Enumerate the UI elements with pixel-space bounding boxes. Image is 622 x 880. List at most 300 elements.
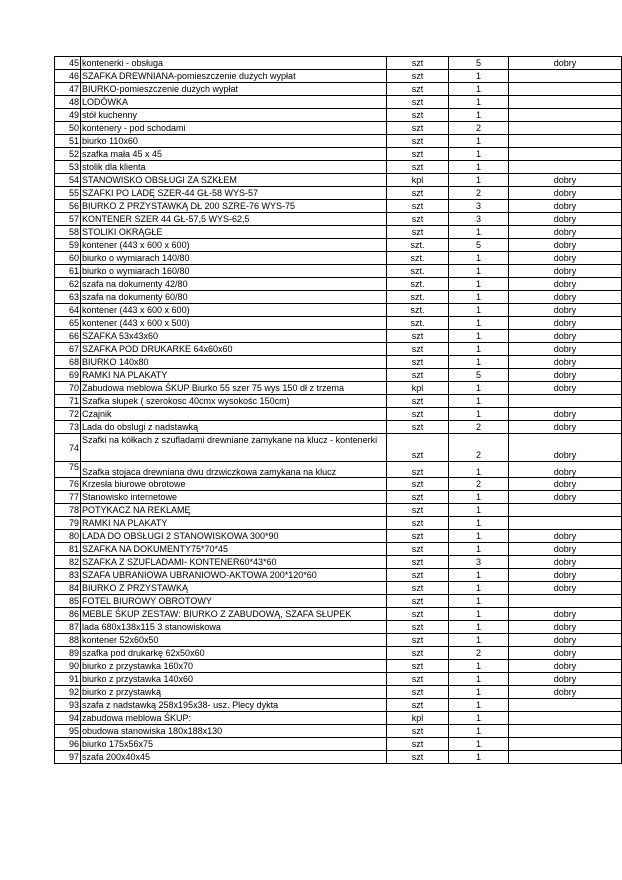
condition-cell: dobry (509, 462, 622, 478)
quantity-cell: 3 (449, 556, 509, 569)
table-row (55, 226, 622, 239)
table-row (55, 83, 622, 96)
item-name: Stanowisko internetowe (81, 491, 387, 504)
unit-cell: szt (387, 161, 449, 174)
table-row (55, 712, 622, 725)
condition-cell: dobry (509, 330, 622, 343)
item-name: MEBLE ŚKUP ZESTAW: BIURKO Z ZABUDOWĄ, SZAFA SŁUPEK (81, 608, 387, 621)
row-number: 78 (55, 504, 81, 517)
table-row (55, 356, 622, 369)
row-number: 76 (55, 478, 81, 491)
unit-cell: szt (387, 751, 449, 764)
item-name: LADA DO OBSŁUGI 2 STANOWISKOWA 300*90 (81, 530, 387, 543)
condition-cell: dobry (509, 291, 622, 304)
unit-cell: szt (387, 634, 449, 647)
quantity-cell: 2 (449, 434, 509, 462)
condition-cell: dobry (509, 408, 622, 421)
table-row (55, 686, 622, 699)
quantity-cell: 1 (449, 382, 509, 395)
unit-cell: szt (387, 699, 449, 712)
item-name: kontener (443 x 600 x 600) (81, 239, 387, 252)
table-row (55, 608, 622, 621)
table-row (55, 434, 622, 462)
item-name: szafka mała 45 x 45 (81, 148, 387, 161)
item-name: BIURKO 140x80 (81, 356, 387, 369)
quantity-cell: 1 (449, 569, 509, 582)
unit-cell: kpl (387, 382, 449, 395)
table-row (55, 569, 622, 582)
condition-cell: dobry (509, 369, 622, 382)
unit-cell: szt (387, 356, 449, 369)
condition-cell (509, 83, 622, 96)
table-row (55, 647, 622, 660)
item-name: szafa na dokumenty 60/80 (81, 291, 387, 304)
item-name: Czajnik (81, 408, 387, 421)
table-row (55, 161, 622, 174)
quantity-cell: 5 (449, 239, 509, 252)
unit-cell: szt (387, 343, 449, 356)
row-number: 66 (55, 330, 81, 343)
quantity-cell: 1 (449, 621, 509, 634)
table-row (55, 543, 622, 556)
row-number: 86 (55, 608, 81, 621)
quantity-cell: 1 (449, 408, 509, 421)
condition-cell: dobry (509, 647, 622, 660)
table-row (55, 330, 622, 343)
quantity-cell: 1 (449, 265, 509, 278)
item-name: kontenerki - obsługa (81, 57, 387, 70)
inventory-table-body (55, 57, 622, 764)
table-row (55, 213, 622, 226)
condition-cell: dobry (509, 491, 622, 504)
unit-cell: szt (387, 83, 449, 96)
item-name: Szafki na kółkach z szufladami drewniane zamykane na klucz - kontenerki (81, 434, 387, 462)
unit-cell: szt. (387, 304, 449, 317)
table-row (55, 239, 622, 252)
row-number: 88 (55, 634, 81, 647)
quantity-cell: 1 (449, 96, 509, 109)
unit-cell: szt. (387, 291, 449, 304)
item-name: STANOWISKO OBSŁUGI ZA SZKŁEM (81, 174, 387, 187)
item-name: stół kuchenny (81, 109, 387, 122)
condition-cell: dobry (509, 356, 622, 369)
unit-cell: kpl (387, 712, 449, 725)
condition-cell: dobry (509, 478, 622, 491)
table-row (55, 699, 622, 712)
unit-cell: szt (387, 200, 449, 213)
quantity-cell: 1 (449, 686, 509, 699)
condition-cell: dobry (509, 530, 622, 543)
row-number: 95 (55, 725, 81, 738)
inventory-table (54, 56, 622, 764)
row-number: 54 (55, 174, 81, 187)
quantity-cell: 1 (449, 330, 509, 343)
item-name: BIURKO Z PRZYSTAWKĄ (81, 582, 387, 595)
row-number: 80 (55, 530, 81, 543)
unit-cell: szt. (387, 317, 449, 330)
quantity-cell: 1 (449, 135, 509, 148)
row-number: 89 (55, 647, 81, 660)
table-row (55, 304, 622, 317)
condition-cell (509, 712, 622, 725)
row-number: 97 (55, 751, 81, 764)
item-name: biurko o wymiarach 160/80 (81, 265, 387, 278)
row-number: 70 (55, 382, 81, 395)
condition-cell: dobry (509, 556, 622, 569)
table-row (55, 530, 622, 543)
row-number: 77 (55, 491, 81, 504)
quantity-cell: 1 (449, 543, 509, 556)
table-row (55, 634, 622, 647)
table-row (55, 660, 622, 673)
row-number: 94 (55, 712, 81, 725)
condition-cell (509, 699, 622, 712)
unit-cell: szt (387, 213, 449, 226)
condition-cell: dobry (509, 582, 622, 595)
item-name: kontener (443 x 600 x 600) (81, 304, 387, 317)
item-name: Krzesła biurowe obrotowe (81, 478, 387, 491)
quantity-cell: 1 (449, 462, 509, 478)
quantity-cell: 1 (449, 738, 509, 751)
unit-cell: szt (387, 647, 449, 660)
item-name: zabudowa meblowa ŚKUP: (81, 712, 387, 725)
unit-cell: szt (387, 543, 449, 556)
row-number: 73 (55, 421, 81, 434)
condition-cell (509, 148, 622, 161)
condition-cell: dobry (509, 382, 622, 395)
item-name: Lada do obslugi z nadstawką (81, 421, 387, 434)
item-name: stolik dla klienta (81, 161, 387, 174)
quantity-cell: 1 (449, 343, 509, 356)
item-name: obudowa stanowiska 180x188x130 (81, 725, 387, 738)
unit-cell: szt. (387, 252, 449, 265)
row-number: 91 (55, 673, 81, 686)
table-row (55, 187, 622, 200)
table-row (55, 278, 622, 291)
quantity-cell: 1 (449, 226, 509, 239)
quantity-cell: 1 (449, 725, 509, 738)
table-row (55, 556, 622, 569)
item-name: SZAFKI PO LADĘ SZER-44 GŁ-58 WYS-57 (81, 187, 387, 200)
condition-cell: dobry (509, 174, 622, 187)
quantity-cell: 1 (449, 595, 509, 608)
quantity-cell: 1 (449, 491, 509, 504)
unit-cell: szt (387, 504, 449, 517)
condition-cell: dobry (509, 421, 622, 434)
condition-cell: dobry (509, 660, 622, 673)
item-name: kontener (443 x 600 x 500) (81, 317, 387, 330)
item-name: kontenery - pod schodami (81, 122, 387, 135)
table-row (55, 70, 622, 83)
condition-cell: dobry (509, 278, 622, 291)
row-number: 96 (55, 738, 81, 751)
row-number: 56 (55, 200, 81, 213)
row-number: 61 (55, 265, 81, 278)
quantity-cell: 1 (449, 148, 509, 161)
row-number: 57 (55, 213, 81, 226)
quantity-cell: 1 (449, 109, 509, 122)
quantity-cell: 3 (449, 213, 509, 226)
unit-cell: szt (387, 530, 449, 543)
quantity-cell: 1 (449, 673, 509, 686)
quantity-cell: 1 (449, 161, 509, 174)
condition-cell: dobry (509, 569, 622, 582)
row-number: 75 (55, 462, 81, 478)
item-name: biurko z przystawka 140x60 (81, 673, 387, 686)
condition-cell: dobry (509, 608, 622, 621)
condition-cell (509, 517, 622, 530)
item-name: SZAFKA DREWNIANA-pomieszczenie dużych wypłat (81, 70, 387, 83)
table-row (55, 135, 622, 148)
table-row (55, 174, 622, 187)
condition-cell (509, 109, 622, 122)
condition-cell: dobry (509, 226, 622, 239)
condition-cell (509, 96, 622, 109)
unit-cell: szt (387, 462, 449, 478)
item-name: STOLIKI OKRĄGŁE (81, 226, 387, 239)
item-name: kontener 52x60x50 (81, 634, 387, 647)
table-row (55, 491, 622, 504)
quantity-cell: 1 (449, 174, 509, 187)
table-row (55, 462, 622, 478)
item-name: SZAFKA NA DOKUMENTY75*70*45 (81, 543, 387, 556)
row-number: 83 (55, 569, 81, 582)
row-number: 81 (55, 543, 81, 556)
row-number: 79 (55, 517, 81, 530)
table-row (55, 382, 622, 395)
quantity-cell: 1 (449, 83, 509, 96)
item-name: Szafka stojaca drewniana dwu drzwiczkowa zamykana na klucz (81, 462, 387, 478)
unit-cell: szt (387, 738, 449, 751)
condition-cell (509, 70, 622, 83)
row-number: 46 (55, 70, 81, 83)
table-row (55, 408, 622, 421)
row-number: 62 (55, 278, 81, 291)
quantity-cell: 2 (449, 187, 509, 200)
item-name: FOTEL BIUROWY OBROTOWY (81, 595, 387, 608)
condition-cell (509, 504, 622, 517)
table-row (55, 57, 622, 70)
item-name: SZAFA UBRANIOWA UBRANIOWO-AKTOWA 200*120*60 (81, 569, 387, 582)
unit-cell: szt (387, 148, 449, 161)
row-number: 58 (55, 226, 81, 239)
unit-cell: szt (387, 395, 449, 408)
quantity-cell: 1 (449, 660, 509, 673)
unit-cell: kpl (387, 174, 449, 187)
unit-cell: szt (387, 725, 449, 738)
condition-cell: dobry (509, 200, 622, 213)
condition-cell: dobry (509, 434, 622, 462)
quantity-cell: 1 (449, 517, 509, 530)
item-name: biurko o wymiarach 140/80 (81, 252, 387, 265)
row-number: 72 (55, 408, 81, 421)
row-number: 71 (55, 395, 81, 408)
quantity-cell: 1 (449, 252, 509, 265)
table-row (55, 673, 622, 686)
quantity-cell: 1 (449, 70, 509, 83)
unit-cell: szt (387, 122, 449, 135)
table-row (55, 343, 622, 356)
quantity-cell: 1 (449, 530, 509, 543)
table-row (55, 504, 622, 517)
row-number: 60 (55, 252, 81, 265)
table-row (55, 725, 622, 738)
condition-cell (509, 135, 622, 148)
condition-cell: dobry (509, 304, 622, 317)
table-row (55, 395, 622, 408)
quantity-cell: 1 (449, 291, 509, 304)
unit-cell: szt (387, 135, 449, 148)
row-number: 51 (55, 135, 81, 148)
unit-cell: szt (387, 421, 449, 434)
quantity-cell: 1 (449, 504, 509, 517)
quantity-cell: 1 (449, 582, 509, 595)
condition-cell: dobry (509, 634, 622, 647)
table-row (55, 738, 622, 751)
item-name: SZAFKA POD DRUKARKE 64x60x60 (81, 343, 387, 356)
condition-cell: dobry (509, 265, 622, 278)
table-row (55, 621, 622, 634)
row-number: 68 (55, 356, 81, 369)
unit-cell: szt. (387, 265, 449, 278)
row-number: 69 (55, 369, 81, 382)
table-row (55, 148, 622, 161)
table-row (55, 751, 622, 764)
item-name: SZAFKA Z SZUFLADAMI- KONTENER60*43*60 (81, 556, 387, 569)
item-name: szafa na dokumenty 42/80 (81, 278, 387, 291)
table-row (55, 595, 622, 608)
row-number: 85 (55, 595, 81, 608)
quantity-cell: 1 (449, 712, 509, 725)
condition-cell (509, 738, 622, 751)
quantity-cell: 1 (449, 751, 509, 764)
item-name: RAMKI NA PLAKATY (81, 517, 387, 530)
condition-cell: dobry (509, 343, 622, 356)
table-row (55, 421, 622, 434)
unit-cell: szt (387, 595, 449, 608)
condition-cell (509, 725, 622, 738)
unit-cell: szt (387, 491, 449, 504)
quantity-cell: 3 (449, 200, 509, 213)
unit-cell: szt (387, 369, 449, 382)
condition-cell: dobry (509, 686, 622, 699)
unit-cell: szt (387, 226, 449, 239)
quantity-cell: 2 (449, 421, 509, 434)
table-row (55, 122, 622, 135)
unit-cell: szt (387, 673, 449, 686)
condition-cell: dobry (509, 317, 622, 330)
item-name: biurko z przystawka 160x70 (81, 660, 387, 673)
unit-cell: szt (387, 408, 449, 421)
unit-cell: szt (387, 582, 449, 595)
item-name: biurko 110x60 (81, 135, 387, 148)
quantity-cell: 2 (449, 122, 509, 135)
row-number: 82 (55, 556, 81, 569)
unit-cell: szt (387, 621, 449, 634)
table-row (55, 109, 622, 122)
condition-cell (509, 751, 622, 764)
item-name: POTYKACZ NA REKLAMĘ (81, 504, 387, 517)
unit-cell: szt (387, 660, 449, 673)
condition-cell: dobry (509, 57, 622, 70)
unit-cell: szt (387, 57, 449, 70)
condition-cell (509, 122, 622, 135)
quantity-cell: 2 (449, 478, 509, 491)
row-number: 90 (55, 660, 81, 673)
unit-cell: szt (387, 187, 449, 200)
quantity-cell: 5 (449, 369, 509, 382)
row-number: 67 (55, 343, 81, 356)
condition-cell (509, 595, 622, 608)
row-number: 53 (55, 161, 81, 174)
unit-cell: szt (387, 96, 449, 109)
unit-cell: szt (387, 434, 449, 462)
item-name: szafka pod drukarkę 62x50x60 (81, 647, 387, 660)
unit-cell: szt (387, 70, 449, 83)
unit-cell: szt (387, 556, 449, 569)
quantity-cell: 1 (449, 395, 509, 408)
condition-cell: dobry (509, 543, 622, 556)
table-row (55, 369, 622, 382)
table-row (55, 291, 622, 304)
unit-cell: szt (387, 608, 449, 621)
item-name: RAMKI NA PLAKATY (81, 369, 387, 382)
item-name: BIURKO-pomieszczenie dużych wypłat (81, 83, 387, 96)
condition-cell: dobry (509, 673, 622, 686)
row-number: 55 (55, 187, 81, 200)
table-row (55, 582, 622, 595)
item-name: Szafka słupek ( szerokosc 40cmx wysokośc 150cm) (81, 395, 387, 408)
table-row (55, 200, 622, 213)
item-name: szafa z nadstawką 258x195x38- usz. Plecy dykta (81, 699, 387, 712)
item-name: BIURKO Z PRZYSTAWKĄ DŁ 200 SZRE-76 WYS-75 (81, 200, 387, 213)
table-row (55, 96, 622, 109)
condition-cell: dobry (509, 252, 622, 265)
row-number: 92 (55, 686, 81, 699)
row-number: 65 (55, 317, 81, 330)
row-number: 52 (55, 148, 81, 161)
item-name: LODÓWKA (81, 96, 387, 109)
unit-cell: szt (387, 686, 449, 699)
table-row (55, 252, 622, 265)
row-number: 64 (55, 304, 81, 317)
row-number: 48 (55, 96, 81, 109)
quantity-cell: 1 (449, 608, 509, 621)
row-number: 63 (55, 291, 81, 304)
quantity-cell: 1 (449, 699, 509, 712)
condition-cell (509, 395, 622, 408)
unit-cell: szt (387, 109, 449, 122)
unit-cell: szt (387, 330, 449, 343)
quantity-cell: 1 (449, 304, 509, 317)
quantity-cell: 1 (449, 317, 509, 330)
condition-cell: dobry (509, 621, 622, 634)
quantity-cell: 1 (449, 634, 509, 647)
unit-cell: szt (387, 517, 449, 530)
row-number: 50 (55, 122, 81, 135)
row-number: 47 (55, 83, 81, 96)
table-row (55, 265, 622, 278)
row-number: 93 (55, 699, 81, 712)
table-row (55, 517, 622, 530)
quantity-cell: 5 (449, 57, 509, 70)
quantity-cell: 1 (449, 356, 509, 369)
unit-cell: szt (387, 478, 449, 491)
row-number: 59 (55, 239, 81, 252)
item-name: biurko z przystawką (81, 686, 387, 699)
table-row (55, 478, 622, 491)
condition-cell (509, 161, 622, 174)
